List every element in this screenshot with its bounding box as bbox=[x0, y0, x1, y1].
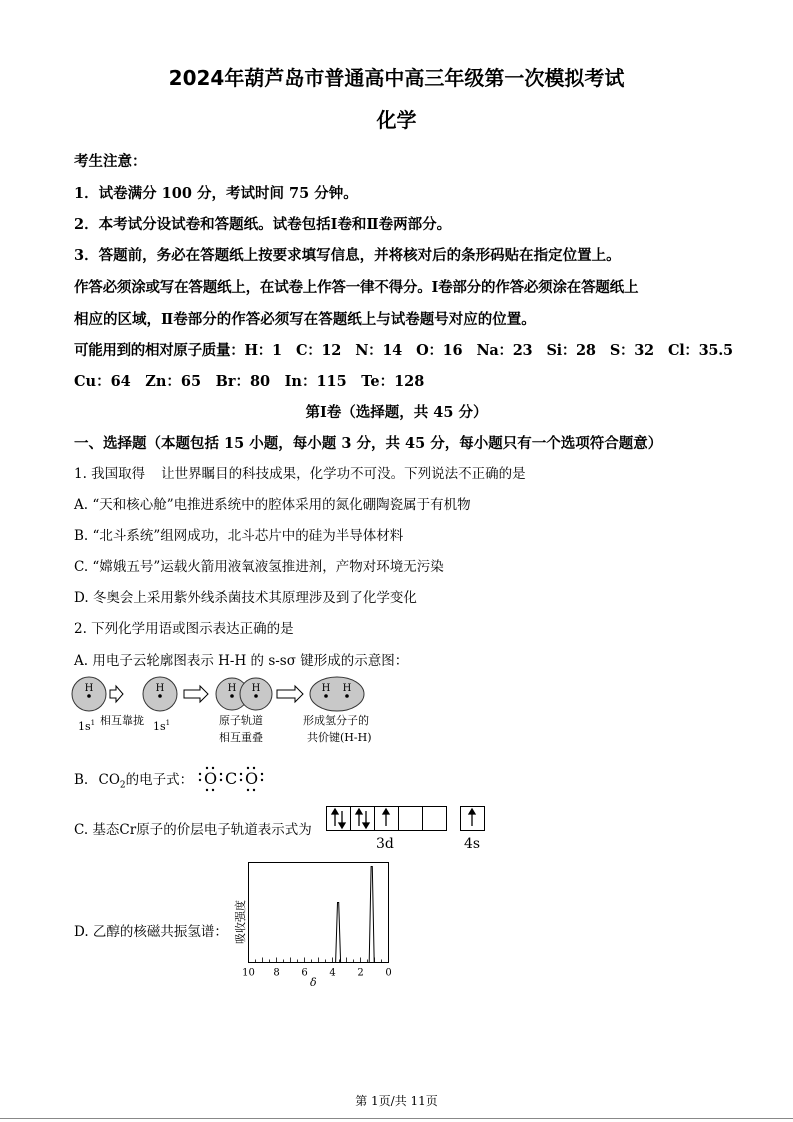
electron-formula bbox=[196, 762, 266, 794]
option-letter: B. bbox=[74, 772, 89, 788]
x-tick-label: 2 bbox=[357, 967, 364, 979]
orbital-box bbox=[423, 807, 447, 831]
bond-label: 共价键(H-H) bbox=[307, 731, 372, 744]
arrow-icon bbox=[110, 686, 123, 702]
co2-formula bbox=[98, 772, 126, 791]
h-atom-label: H bbox=[227, 683, 237, 694]
q1-option-c: C. “嫦娥五号”运载火箭用液氧液氢推进剂，产物对环境无污染 bbox=[74, 559, 444, 575]
overlap-label: 相互重叠 bbox=[219, 731, 263, 744]
q2-option-d: D. 乙醇的核磁共振氢谱： bbox=[74, 924, 228, 940]
notice-item: 3．答题前，务必在答题纸上按要求填写信息，并将核对后的条形码贴在指定位置上。 bbox=[74, 247, 621, 264]
h-atom-label: H bbox=[84, 683, 94, 694]
part-title: 一、选择题（本题包括 15 小题，每小题 3 分，共 45 分，每小题只有一个选项符合题意） bbox=[74, 435, 663, 452]
orbital-box bbox=[399, 807, 423, 831]
co2-text: CO bbox=[98, 772, 120, 788]
atomic-masses: 可能用到的相对原子质量：H：1 C：12 N：14 O：16 Na：23 Si：28 S：32 Cl：35.5 bbox=[74, 342, 733, 359]
arrow-icon bbox=[184, 686, 208, 702]
x-tick-label: 10 bbox=[242, 967, 255, 979]
q2-stem: 2. 下列化学用语或图示表达正确的是 bbox=[74, 621, 294, 637]
atom-o: O bbox=[245, 769, 259, 788]
q1-option-b: B. “北斗系统”组网成功，北斗芯片中的硅为半导体材料 bbox=[74, 528, 404, 544]
q1-stem-start: 1. 我国取得 bbox=[74, 466, 146, 482]
notice-item: 2．本考试分设试卷和答题纸。试卷包括Ⅰ卷和Ⅱ卷两部分。 bbox=[74, 216, 452, 233]
orbital-diagram bbox=[326, 806, 491, 854]
x-tick-marks bbox=[249, 958, 389, 963]
subject-title: 化学 bbox=[376, 108, 417, 132]
footer-rule bbox=[0, 1118, 793, 1119]
q1-option-a: A. “天和核心舱”电推进系统中的腔体采用的氮化硼陶瓷属于有机物 bbox=[74, 497, 471, 513]
subshell-4s-label: 4s bbox=[464, 836, 481, 852]
notice-item: 作答必须涂或写在答题纸上，在试卷上作答一律不得分。Ⅰ卷部分的作答必须涂在答题纸上 bbox=[74, 279, 639, 296]
overlap-label: 原子轨道 bbox=[219, 714, 263, 727]
subshell-3d-label: 3d bbox=[376, 836, 394, 852]
x-tick-label: 8 bbox=[273, 967, 280, 979]
q2-option-a: A. 用电子云轮廓图表示 H-H 的 s-sσ 键形成的示意图： bbox=[74, 653, 409, 669]
notice-item: 相应的区域，Ⅱ卷部分的作答必须写在答题纸上与试卷题号对应的位置。 bbox=[74, 311, 536, 328]
atom-o: O bbox=[204, 769, 218, 788]
x-tick-labels bbox=[242, 968, 392, 979]
section-title: 第Ⅰ卷（选择题，共 45 分） bbox=[305, 404, 488, 421]
orbital-label: 1s bbox=[78, 720, 91, 733]
orbital-label: 1s bbox=[153, 720, 166, 733]
y-axis-label: 吸收强度 bbox=[234, 900, 247, 944]
h-atom-label: H bbox=[155, 683, 165, 694]
orbital-box bbox=[351, 807, 375, 831]
svg-text:1s1 bbox=[153, 719, 170, 733]
svg-text:1s1 bbox=[78, 719, 95, 733]
plot-frame bbox=[249, 863, 389, 963]
arrow-icon bbox=[277, 686, 303, 702]
orbital-sup: 1 bbox=[90, 719, 96, 727]
nmr-spectrum-chart bbox=[228, 858, 398, 990]
nmr-peak bbox=[369, 867, 374, 963]
q1-stem-end: 让世界瞩目的科技成果，化学功不可没。下列说法不正确的是 bbox=[161, 466, 526, 482]
h-atom-label: H bbox=[342, 683, 352, 694]
q1-option-d: D. 冬奥会上采用紫外线杀菌技术其原理涉及到了化学变化 bbox=[74, 590, 417, 606]
x-tick-label: 6 bbox=[301, 967, 308, 979]
q2-option-b bbox=[74, 768, 193, 791]
h-atom-label: H bbox=[251, 683, 261, 694]
orbital-sup: 1 bbox=[165, 719, 171, 727]
bond-label: 形成氢分子的 bbox=[303, 714, 369, 727]
q1-stem bbox=[74, 462, 526, 482]
option-b-suffix: 的电子式： bbox=[125, 772, 194, 788]
x-axis-label: δ bbox=[310, 976, 317, 989]
nmr-peak bbox=[336, 903, 341, 963]
h2-molecule bbox=[310, 677, 364, 711]
q2-option-c: C. 基态Cr原子的价层电子轨道表示式为 bbox=[74, 822, 312, 838]
orbital-box bbox=[327, 807, 351, 831]
x-tick-label: 4 bbox=[329, 967, 336, 979]
page-number: 第 1页/共 11页 bbox=[355, 1094, 438, 1108]
orbital-overlap-diagram bbox=[70, 672, 400, 750]
notice-item: 1．试卷满分 100 分，考试时间 75 分钟。 bbox=[74, 185, 358, 202]
x-tick-label: 0 bbox=[385, 967, 392, 979]
atomic-masses-cont: Cu：64 Zn：65 Br：80 In：115 Te：128 bbox=[74, 373, 425, 390]
atom-c: C bbox=[225, 769, 238, 788]
notice-heading: 考生注意： bbox=[74, 153, 147, 170]
nmr-peaks bbox=[336, 867, 375, 963]
approach-label: 相互靠拢 bbox=[100, 714, 144, 727]
h-atom-label: H bbox=[321, 683, 331, 694]
exam-title: 2024年葫芦岛市普通高中高三年级第一次模拟考试 bbox=[168, 66, 625, 90]
co2-subscript: 2 bbox=[119, 780, 126, 791]
